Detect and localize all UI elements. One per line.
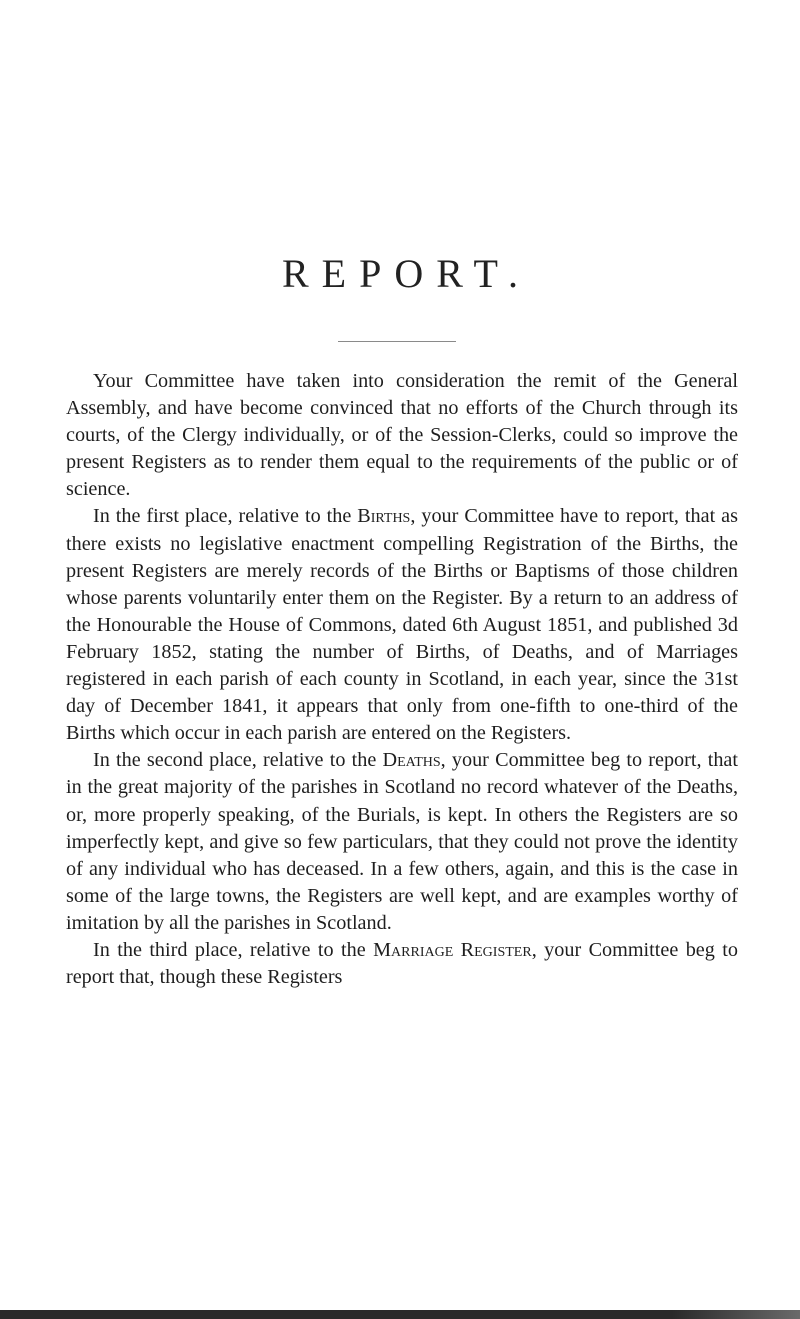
paragraph-text-cont: , your Committee have to report, that as there exists no legislative enactment compelling Registration of the Births, the present Registers are merely records of the Births or Baptisms of those children whose parents voluntarily enter them on the Register. By a return to an address of the Honourable the House of Commons, dated 6th August 1851, and published 3d February 1852, stating the number of Births, of Deaths, and of Marriages registered in each parish of each county in Scotland, in each year, since the 31st day of December 1841, it appears that only from one-fifth to one-third of the Births which occur in each parish are entered on the Registers.	[66, 505, 738, 745]
report-body	[66, 368, 738, 991]
paragraph-text-cont: , your Committee beg to report that, though these Registers	[66, 938, 738, 989]
paragraph-text: In the second place, relative to the	[93, 749, 383, 772]
paragraph-deaths	[66, 747, 738, 937]
paragraph-remit	[66, 368, 738, 503]
paragraph-marriage	[66, 937, 738, 991]
page-edge-shadow	[0, 1310, 800, 1319]
paragraph-text: In the third place, relative to the	[93, 938, 374, 961]
paragraph-text-cont: , your Committee beg to report, that in the great majority of the parishes in Scotland no record whatever of the Deaths, or, more properly speaking, of the Burials, is kept. In others the Registers are so imperfectly kept, and give so few particulars, that they could not prove the identity of any individual who has deceased. In a few others, again, and this is the case in some of the large towns, the Registers are well kept, and are examples worthy of imitation by all the parishes in Scotland.	[66, 749, 738, 934]
page-title: REPORT.	[282, 251, 531, 296]
paragraph-smallcaps: Births	[357, 505, 411, 528]
paragraph-text: In the first place, relative to the	[93, 505, 358, 528]
paragraph-smallcaps: Deaths	[382, 749, 441, 772]
paragraph-text: Your Committee have taken into consideration the remit of the General Assembly, and have become convinced that no efforts of the Church through its courts, of the Clergy individually, or of the Session-Clerks, could so improve the present Registers as to render them equal to the requirements of the public or of science.	[66, 370, 738, 501]
title-divider	[338, 341, 456, 342]
paragraph-births	[66, 503, 738, 747]
paragraph-smallcaps: Marriage Register	[373, 938, 532, 961]
